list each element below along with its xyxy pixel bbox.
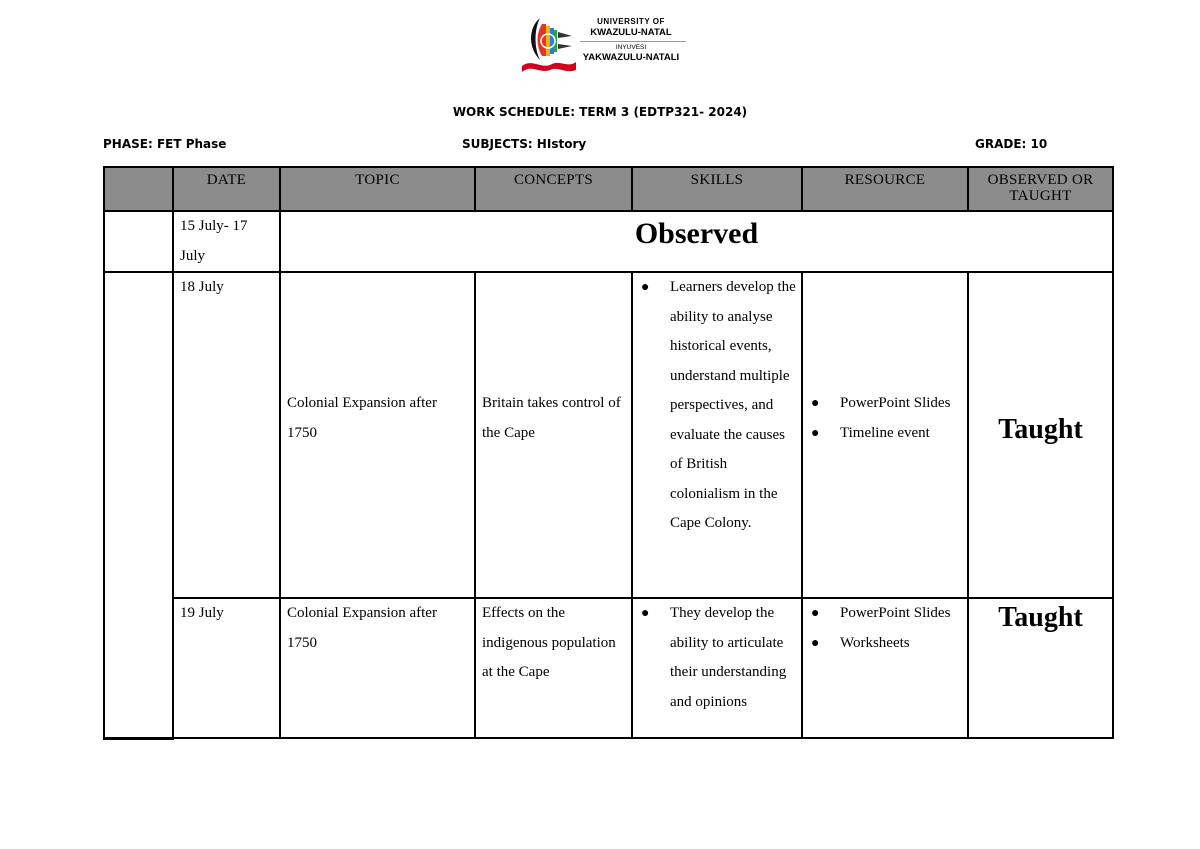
topic-cell [280, 272, 475, 598]
concepts-cell [475, 272, 632, 598]
header-concepts: CONCEPTS [475, 167, 632, 211]
table-row [104, 272, 1113, 598]
topic-text: Colonial Expansion after 1750 [287, 605, 437, 651]
header-observed-or-taught: OBSERVED OR TAUGHT [968, 167, 1113, 211]
phase-label: PHASE: FET Phase [103, 137, 227, 151]
subjects-label: SUBJECTS: HIstory [462, 137, 587, 151]
skills-cell [632, 272, 802, 598]
logo-line-3: INYUVESI [615, 43, 647, 51]
observed-cell [280, 211, 1113, 272]
topic-text: Colonial Expansion after 1750 [287, 395, 437, 441]
date-text: 18 July [180, 279, 224, 295]
status-cell [968, 598, 1113, 738]
concepts-cell [475, 598, 632, 738]
date-cell [173, 272, 280, 598]
concepts-text: Effects on the indigenous population at the Cape [482, 605, 616, 680]
header-resource: RESOURCE [802, 167, 968, 211]
taught-status: Taught [998, 602, 1083, 633]
logo-divider [580, 41, 686, 42]
resource-item: ● Worksheets [840, 629, 963, 659]
work-schedule-table [103, 166, 1114, 740]
university-crest-icon [520, 14, 576, 74]
resource-list [803, 273, 967, 448]
header-skills: SKILLS [632, 167, 802, 211]
table-row [104, 211, 1113, 272]
resource-item: ● Timeline event [840, 419, 963, 449]
skills-cell [632, 598, 802, 738]
row-marker-cell [104, 211, 173, 272]
logo-line-1: UNIVERSITY OF [597, 17, 665, 26]
date-cell [173, 211, 280, 272]
resource-item: ● PowerPoint Slides [840, 599, 963, 629]
skills-list [633, 273, 801, 539]
university-logo [520, 14, 690, 74]
date-text: 19 July [180, 605, 224, 621]
date-text: 15 July- 17 July [180, 218, 248, 264]
concepts-text: Britain takes control of the Cape [482, 395, 621, 441]
university-name [572, 18, 690, 63]
row-marker-cell [104, 272, 173, 738]
observed-status: Observed [634, 217, 759, 250]
skills-item: ● They develop the ability to articulate their understanding and opinions [670, 599, 797, 717]
header-date: DATE [173, 167, 280, 211]
skills-item: ● Learners develop the ability to analyse historical events, understand multiple perspectives, and evaluate the causes of British colonialism in the Cape Colony. [670, 273, 797, 539]
resource-list [803, 599, 967, 658]
skills-list [633, 599, 801, 717]
topic-cell [280, 598, 475, 738]
header-topic: TOPIC [280, 167, 475, 211]
table-row [104, 598, 1113, 738]
taught-status: Taught [998, 414, 1083, 445]
grade-label: GRADE: 10 [975, 137, 1048, 151]
resource-cell [802, 598, 968, 738]
table-header-row [104, 167, 1113, 211]
resource-cell [802, 272, 968, 598]
resource-item: ● PowerPoint Slides [840, 389, 963, 419]
page-title: WORK SCHEDULE: TERM 3 (EDTP321- 2024) [452, 105, 748, 119]
header-blank [104, 167, 173, 211]
logo-line-2: KWAZULU-NATAL [590, 27, 672, 38]
status-cell [968, 272, 1113, 598]
date-cell [173, 598, 280, 738]
logo-line-4: YAKWAZULU-NATALI [582, 52, 680, 63]
